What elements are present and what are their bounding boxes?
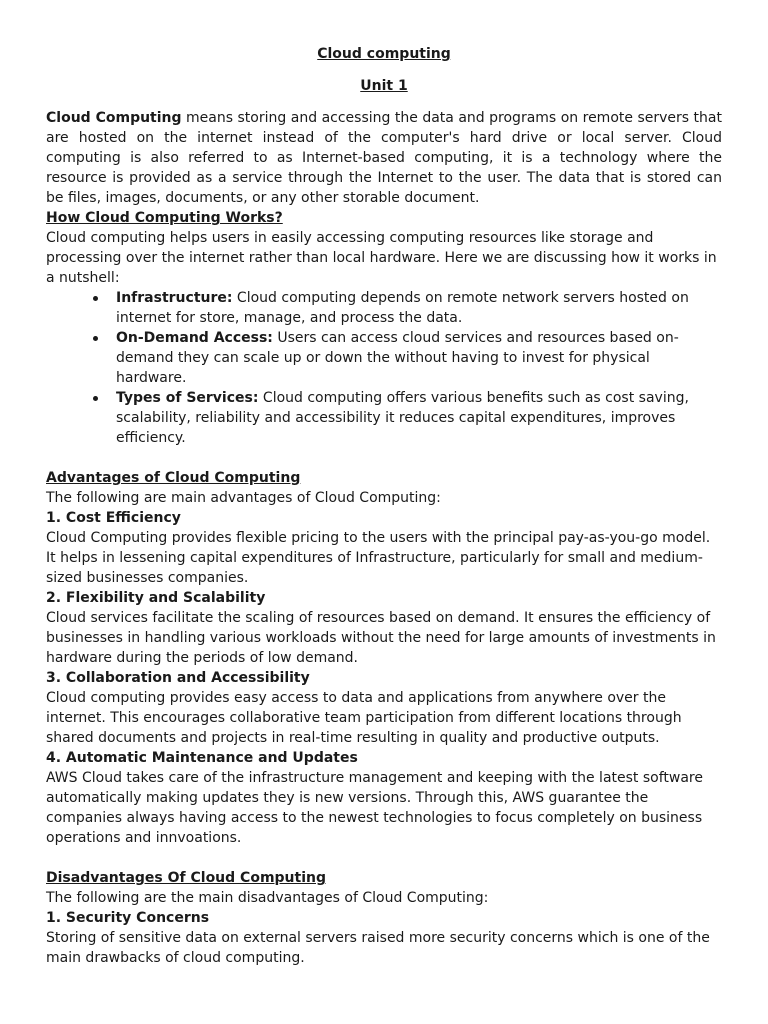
list-item bbox=[46, 288, 722, 328]
unit-heading: Unit 1 bbox=[360, 78, 408, 94]
advantage-text: Cloud Computing provides flexible pricing to the users with the principal pay-as-you-go model. It helps in lessening capital expenditures of Infrastructure, particularly for small and medium-sized businesses companies. bbox=[46, 530, 711, 586]
intro-term: Cloud Computing bbox=[46, 110, 182, 126]
spacer bbox=[46, 848, 722, 868]
advantage-text: Cloud services facilitate the scaling of resources based on demand. It ensures the efficiency of businesses in handling various workloads without the need for large amounts of investments in hardware during the periods of low demand. bbox=[46, 610, 716, 666]
intro-text: means storing and accessing the data and programs on remote servers that are hosted on the internet instead of the computer's hard drive or local server. Cloud computing is also referred to as Internet-based computing, it is a technology where the resource is provided as a service through the Internet to the user. The data that is stored can be files, images, documents, or any other storable document. bbox=[46, 110, 722, 206]
disadvantage-title: 1. Security Concerns bbox=[46, 910, 210, 926]
advantage-title: 2. Flexibility and Scalability bbox=[46, 590, 266, 606]
list-item-term: Infrastructure: bbox=[116, 290, 233, 306]
list-item-text: Users can access cloud services and resources based on-demand they can scale up or down the without having to invest for physical hardware. bbox=[116, 330, 679, 386]
list-item-text: Cloud computing depends on remote network servers hosted on internet for store, manage, and process the data. bbox=[116, 290, 689, 326]
disadvantage-text: Storing of sensitive data on external servers raised more security concerns which is one of the main drawbacks of cloud computing. bbox=[46, 930, 710, 966]
how-paragraph: Cloud computing helps users in easily accessing computing resources like storage and processing over the internet rather than local hardware. Here we are discussing how it works in a nutshell: bbox=[46, 230, 717, 286]
intro-paragraph bbox=[46, 108, 722, 208]
list-item-text: Cloud computing offers various benefits such as cost saving, scalability, reliability and accessibility it reduces capital expenditures, improves efficiency. bbox=[116, 390, 689, 446]
advantage-text: Cloud computing provides easy access to data and applications from anywhere over the internet. This encourages collaborative team participation from different locations through shared documents and projects in real-time resulting in quality and productive outputs. bbox=[46, 690, 682, 746]
disadvantages-intro: The following are the main disadvantages of Cloud Computing: bbox=[46, 890, 489, 906]
advantage-title: 1. Cost Efficiency bbox=[46, 510, 181, 526]
disadvantages-heading: Disadvantages Of Cloud Computing bbox=[46, 870, 326, 886]
list-item-term: Types of Services: bbox=[116, 390, 259, 406]
advantage-text: AWS Cloud takes care of the infrastructure management and keeping with the latest software automatically making updates they is new versions. Through this, AWS guarantee the companies always having access to the newest technologies to focus completely on business operations and innvoations. bbox=[46, 770, 703, 846]
how-list bbox=[46, 288, 722, 448]
spacer bbox=[46, 448, 722, 468]
how-heading: How Cloud Computing Works? bbox=[46, 210, 283, 226]
advantage-title: 3. Collaboration and Accessibility bbox=[46, 670, 310, 686]
list-item-term: On-Demand Access: bbox=[116, 330, 273, 346]
list-item bbox=[46, 388, 722, 448]
document-page bbox=[46, 44, 722, 968]
advantages-intro: The following are main advantages of Cloud Computing: bbox=[46, 490, 441, 506]
list-item bbox=[46, 328, 722, 388]
advantage-title: 4. Automatic Maintenance and Updates bbox=[46, 750, 358, 766]
document-title: Cloud computing bbox=[317, 46, 451, 62]
advantages-heading: Advantages of Cloud Computing bbox=[46, 470, 301, 486]
